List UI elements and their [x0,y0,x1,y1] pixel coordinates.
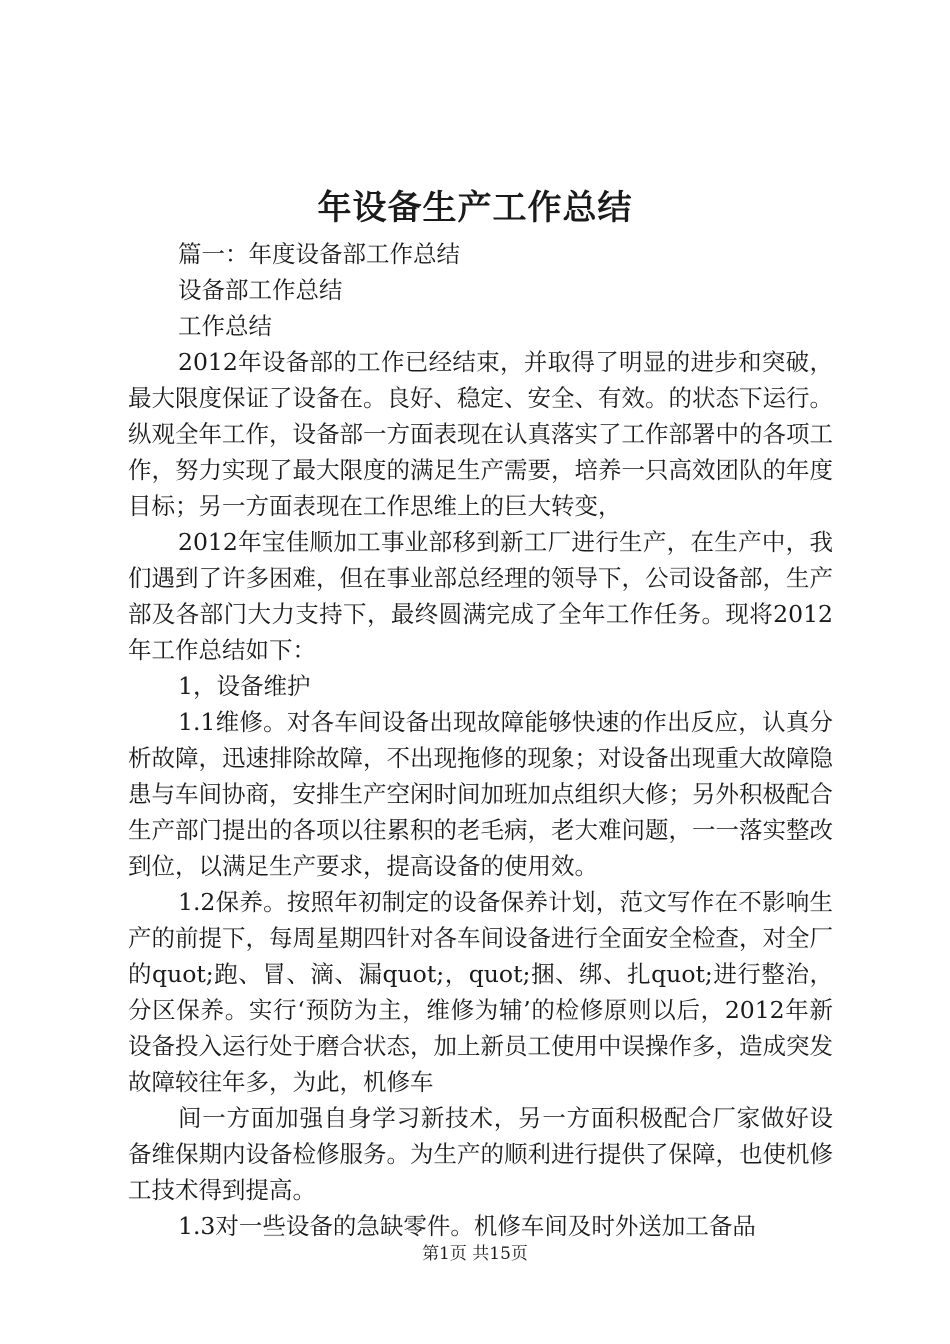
document-title: 年设备生产工作总结 [317,188,633,228]
paragraph: 间一方面加强自身学习新技术，另一方面积极配合厂家做好设备维保期内设备检修服务。为生产的顺利进行提供了保障，也使机修工技术得到提高。 [128,1104,833,1204]
paragraph: 2012年设备部的工作已经结束，并取得了明显的进步和突破，最大限度保证了设备在。良好、稳定、安全、有效。的状态下运行。纵观全年工作，设备部一方面表现在认真落实了工作部署中的各项工作，努力实现了最大限度的满足生产需要，培养一只高效团队的年度目标；另一方面表现在工作思维上的巨大转变， [128,348,833,520]
paragraph: 1.1维修。对各车间设备出现故障能够快速的作出反应，认真分析故障，迅速排除故障，不出现拖修的现象；对设备出现重大故障隐患与车间协商，安排生产空闲时间加班加点组织大修；另外积极配合生产部门提出的各项以往累积的老毛病，老大难问题，一一落实整改到位，以满足生产要求，提高设备的使用效。 [128,708,833,880]
page-footer: 第1页 共15页 [422,1244,528,1264]
paragraph: 1.2保养。按照年初制定的设备保养计划，范文写作在不影响生产的前提下，每周星期四针对各车间设备进行全面安全检查，对全厂的quot;跑、冒、滴、漏quot;，quot;捆、绑、扎quot;进行整治，分区保养。实行‘预防为主，维修为辅’的检修原则以后，2012年新设备投入运行处于磨合状态，加上新员工使用中误操作多，造成突发故障较往年多，为此，机修车 [128,888,833,1096]
subheading: 工作总结 [178,312,272,340]
subheading: 设备部工作总结 [178,276,343,304]
paragraph: 2012年宝佳顺加工事业部移到新工厂进行生产，在生产中，我们遇到了许多困难，但在事业部总经理的领导下，公司设备部，生产部及各部门大力支持下，最终圆满完成了全年工作任务。现将2012年工作总结如下： [128,528,833,664]
document-body [128,236,833,1244]
section-heading: 篇一：年度设备部工作总结 [178,240,460,268]
list-heading: 1，设备维护 [178,672,311,700]
paragraph: 1.3对一些设备的急缺零件。机修车间及时外送加工备品 [178,1212,756,1240]
